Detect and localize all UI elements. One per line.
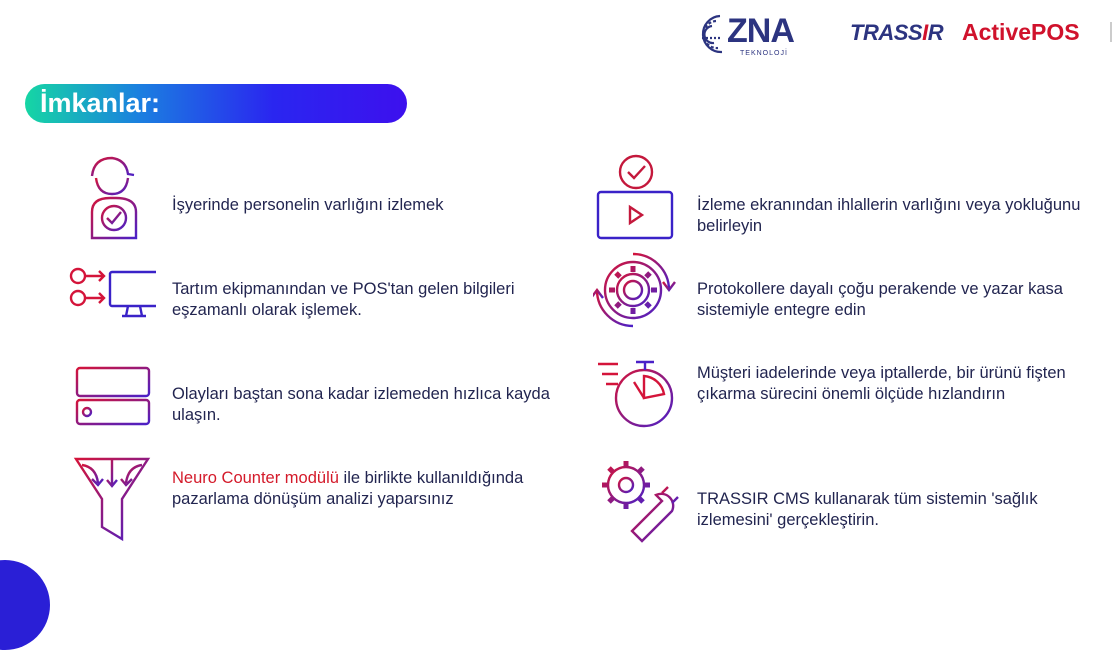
- section-banner: [25, 84, 407, 123]
- feature-text-neuro-counter: [172, 468, 572, 510]
- worker-check-icon: [70, 150, 160, 240]
- feature-text-cms-health: TRASSIR CMS kullanarak tüm sistemin 'sağlık izlemesini' gerçekleştirin.: [697, 490, 1038, 529]
- feature-text-staff-presence: İşyerinde personelin varlığını izlemek: [172, 196, 444, 214]
- trassir-logo-accent: I: [922, 20, 928, 45]
- section-title: İmkanlar:: [40, 88, 161, 118]
- zna-logo-subtext: TEKNOLOJİ: [740, 50, 788, 57]
- stopwatch-icon: [596, 352, 686, 442]
- edge-divider: [1110, 22, 1112, 42]
- feature-text-returns: Müşteri iadelerinde veya iptallerde, bir ürünü fişten çıkarma sürecini önemli ölçüde hızlandırın: [697, 364, 1066, 403]
- gear-cycle-icon: [593, 248, 683, 338]
- zna-logo-text: ZNA: [727, 12, 794, 50]
- gear-wrench-icon: [596, 455, 686, 545]
- feature-text-recording-access: Olayları baştan sona kadar izlemeden hızlıca kayda ulaşın.: [172, 385, 550, 424]
- neuro-counter-highlight: Neuro Counter modülü: [172, 469, 339, 487]
- trassir-logo-prefix: TRASS: [850, 20, 923, 45]
- trassir-logo: [850, 20, 943, 46]
- funnel-icon: [72, 455, 162, 545]
- decorative-corner-circle: [0, 560, 50, 650]
- feature-text-scale-pos: Tartım ekipmanından ve POS'tan gelen bilgileri eşzamanlı olarak işlemek.: [172, 280, 515, 319]
- activepos-logo: ActivePOS: [962, 19, 1080, 45]
- trassir-logo-suffix: R: [927, 20, 944, 45]
- scale-pos-monitor-icon: [66, 262, 156, 352]
- neuro-counter-text: ile birlikte kullanıldığında pazarlama dönüşüm analizi yaparsınız: [172, 469, 524, 508]
- feature-text-integration: Protokollere dayalı çoğu perakende ve yazar kasa sistemiyle entegre edin: [697, 280, 1063, 319]
- video-recorder-icon: [75, 362, 165, 452]
- monitor-check-icon: [596, 152, 686, 242]
- feature-text-violations: İzleme ekranından ihlallerin varlığını veya yokluğunu belirleyin: [697, 196, 1081, 235]
